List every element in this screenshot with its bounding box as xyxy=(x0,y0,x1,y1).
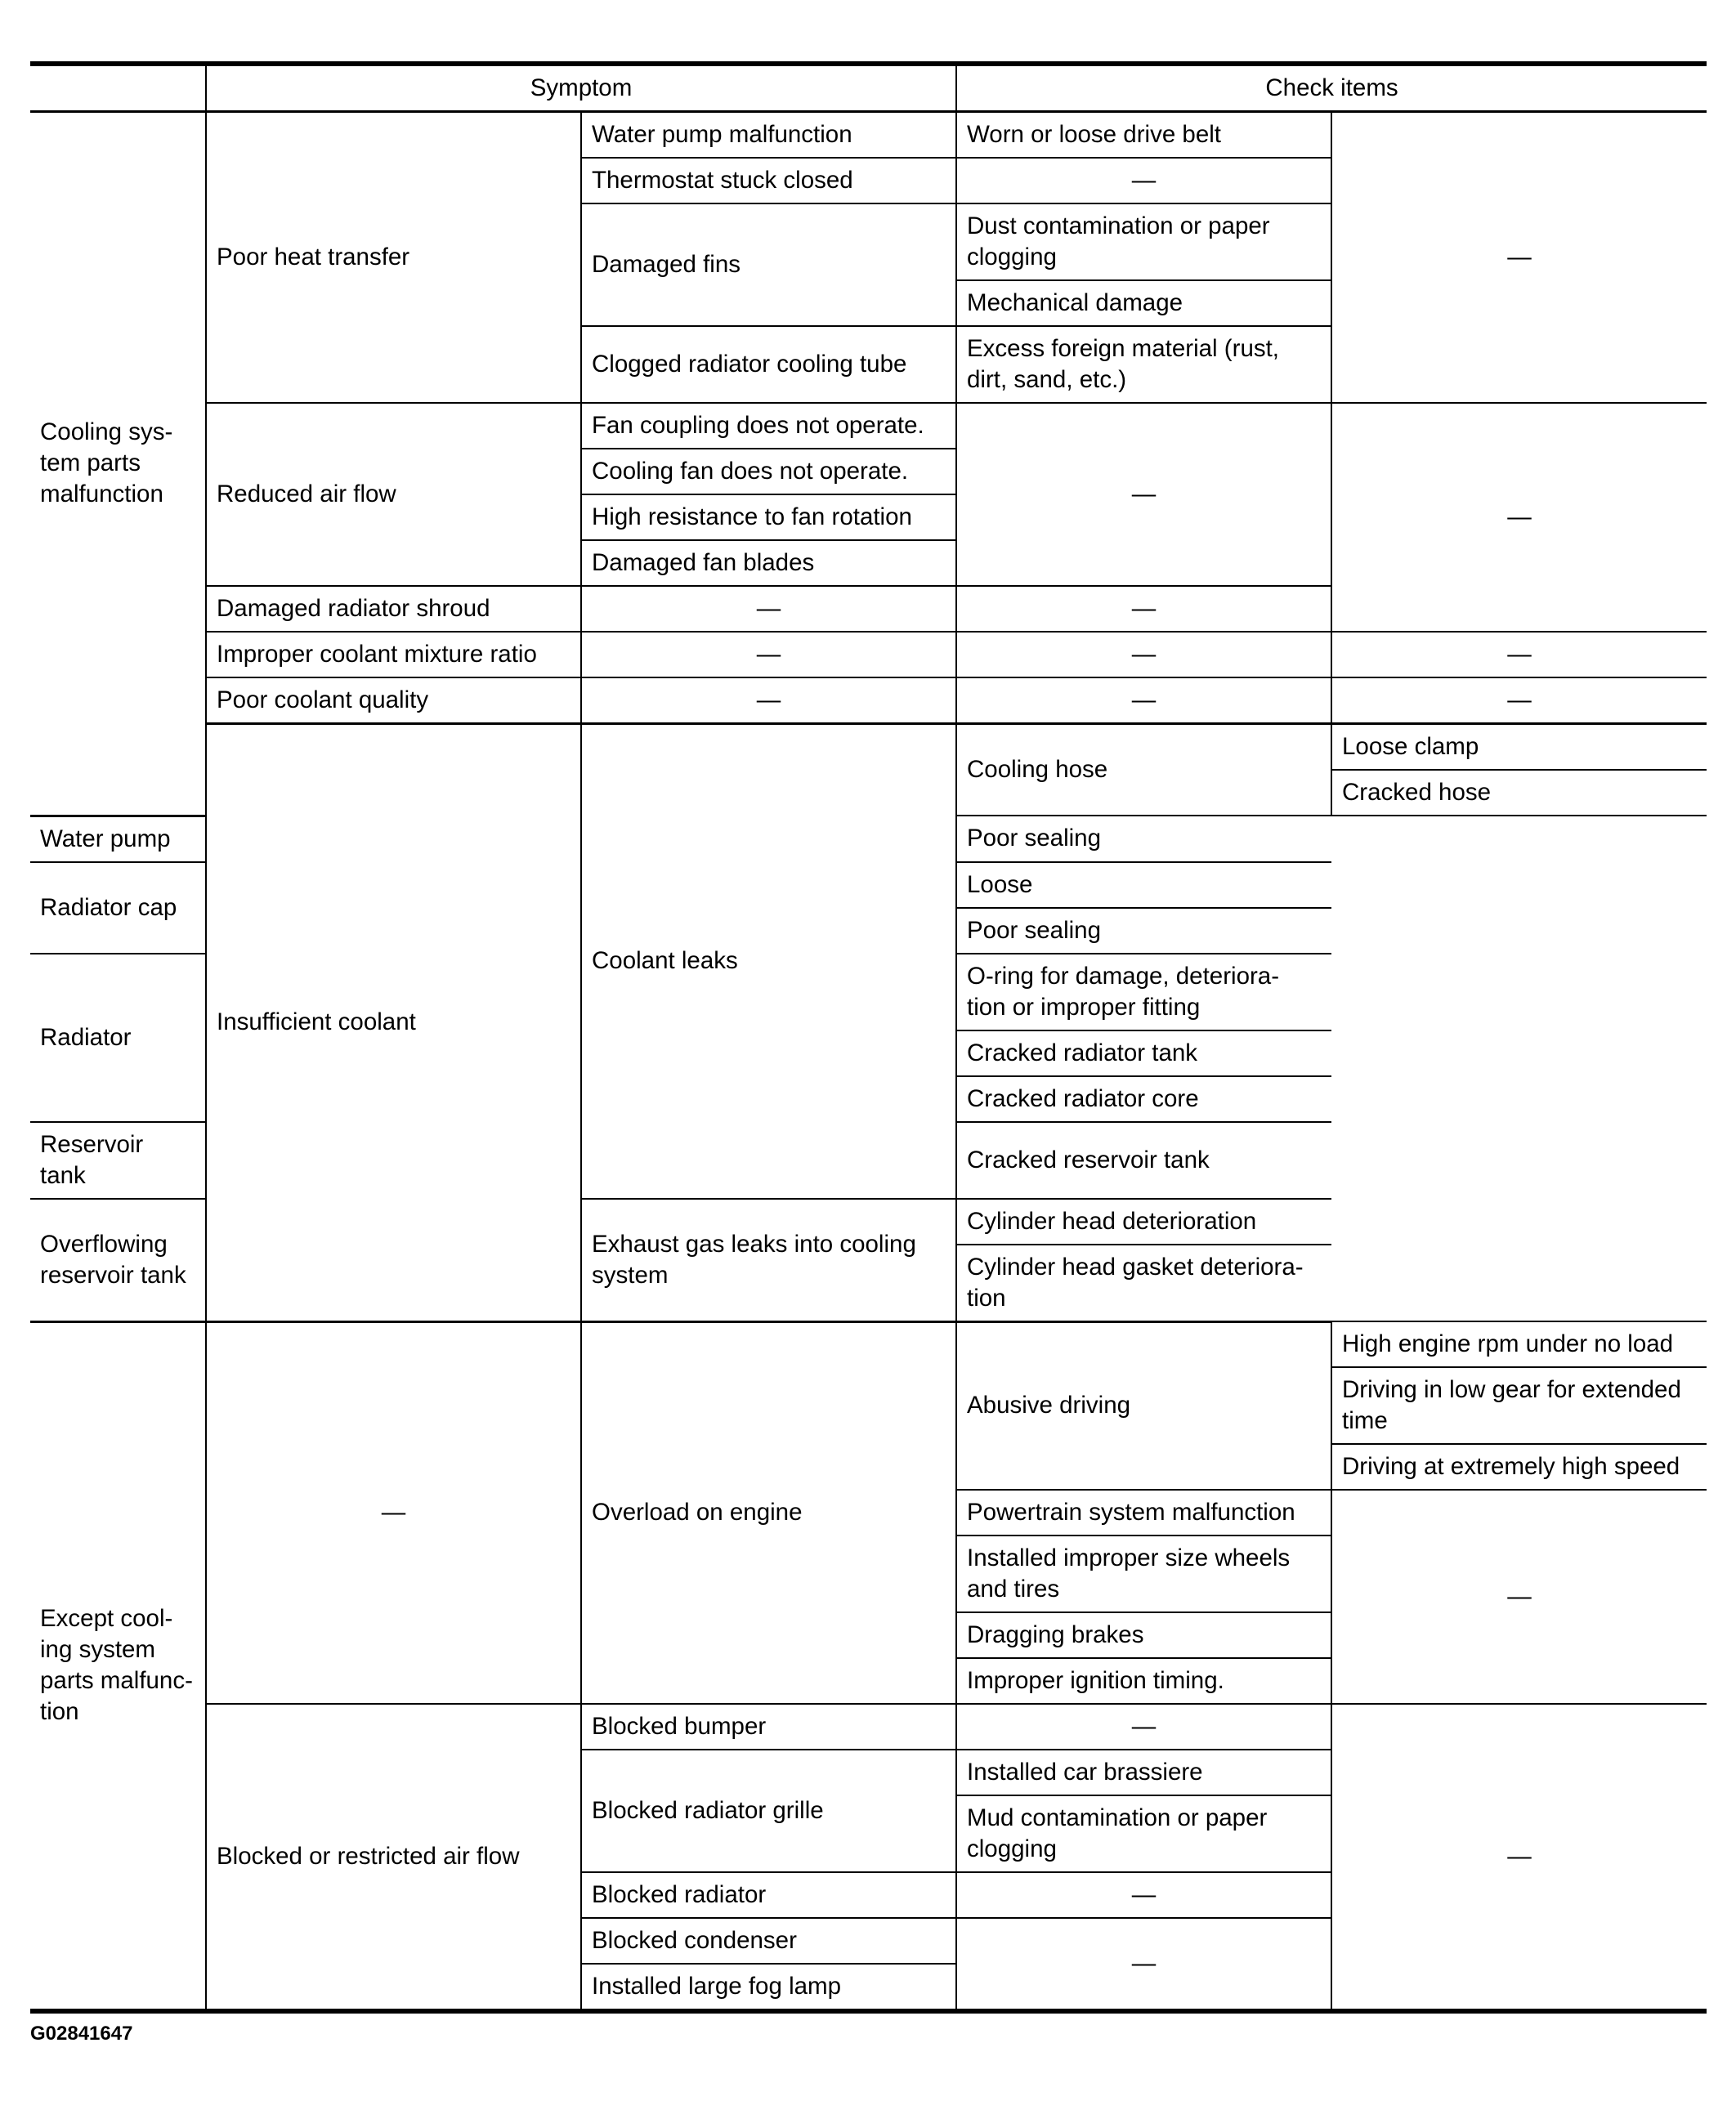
cell-dash: — xyxy=(581,677,956,724)
cell-blocked-condenser: Blocked condenser xyxy=(581,1918,956,1964)
table-row xyxy=(30,632,1707,677)
cell-dragging-brakes: Dragging brakes xyxy=(956,1612,1331,1658)
cell-high-rpm: High engine rpm under no load xyxy=(1331,1321,1707,1367)
table-row xyxy=(30,403,1707,449)
cell-powertrain: Powertrain system malfunction xyxy=(956,1490,1331,1536)
cell-coolant-leaks: Coolant leaks xyxy=(581,724,956,1199)
cell-clogged-tube: Clogged radiator cooling tube xyxy=(581,326,956,403)
cell-worn-drive-belt: Worn or loose drive belt xyxy=(956,112,1331,159)
cell-dash: — xyxy=(956,677,1331,724)
cell-dash: — xyxy=(206,1321,581,1704)
cell-damaged-blades: Damaged fan blades xyxy=(581,540,956,586)
cell-overflowing: Overflowing reservoir tank xyxy=(30,1199,206,1322)
cell-low-gear: Driving in low gear for extended time xyxy=(1331,1367,1707,1444)
cell-improper-mixture: Improper coolant mixture ratio xyxy=(206,632,581,677)
header-check-items: Check items xyxy=(956,64,1707,112)
cell-dash: — xyxy=(581,586,956,632)
cell-dash: — xyxy=(956,1704,1331,1750)
cell-dash: — xyxy=(1331,632,1707,677)
cell-radiator-cap: Radiator cap xyxy=(30,862,206,954)
cell-cracked-core: Cracked radiator core xyxy=(956,1076,1331,1122)
cell-poor-heat-transfer: Poor heat transfer xyxy=(206,112,581,404)
cell-reservoir-tank: Reservoir tank xyxy=(30,1122,206,1199)
table-row xyxy=(30,677,1707,724)
cell-dash: — xyxy=(581,632,956,677)
table-row xyxy=(30,112,1707,159)
cell-blocked-restricted: Blocked or restricted air flow xyxy=(206,1704,581,2011)
cell-dash: — xyxy=(956,403,1331,586)
troubleshooting-table xyxy=(30,61,1707,2014)
category-except-cooling: Except cool- ing system parts malfunc- tion xyxy=(30,1321,206,2011)
cell-poor-quality: Poor coolant quality xyxy=(206,677,581,724)
figure-id: G02841647 xyxy=(30,2023,133,2045)
cell-oring: O-ring for damage, deteriora- tion or improper fitting xyxy=(956,954,1331,1030)
cell-water-pump: Water pump xyxy=(30,816,206,862)
cell-insufficient-coolant: Insufficient coolant xyxy=(206,724,581,1322)
header-row xyxy=(30,64,1707,112)
cell-fan-coupling: Fan coupling does not operate. xyxy=(581,403,956,449)
header-symptom: Symptom xyxy=(206,64,956,112)
cell-loose-clamp: Loose clamp xyxy=(1331,724,1707,771)
cell-radiator: Radiator xyxy=(30,954,206,1122)
cell-damaged-shroud: Damaged radiator shroud xyxy=(206,586,581,632)
cell-dash: — xyxy=(1331,1704,1707,2011)
cell-overload: Overload on engine xyxy=(581,1321,956,1704)
cell-head-deterioration: Cylinder head deterioration xyxy=(956,1199,1331,1245)
cell-gasket-deterioration: Cylinder head gasket deteriora- tion xyxy=(956,1245,1331,1322)
table-row xyxy=(30,724,1707,771)
cell-car-brassiere: Installed car brassiere xyxy=(956,1750,1331,1795)
cell-high-resistance: High resistance to fan rotation xyxy=(581,494,956,540)
cell-poor-sealing: Poor sealing xyxy=(956,816,1331,862)
cell-poor-sealing: Poor sealing xyxy=(956,908,1331,954)
cell-dash: — xyxy=(956,158,1331,203)
cell-dash: — xyxy=(956,1872,1331,1918)
cell-blocked-radiator: Blocked radiator xyxy=(581,1872,956,1918)
cell-damaged-fins: Damaged fins xyxy=(581,203,956,326)
cell-dash: — xyxy=(956,586,1331,632)
cell-mud-contamination: Mud contamination or paper clogging xyxy=(956,1795,1331,1872)
cell-ignition-timing: Improper ignition timing. xyxy=(956,1658,1331,1704)
header-blank-cell xyxy=(30,64,206,112)
cell-cracked-reservoir: Cracked reservoir tank xyxy=(956,1122,1331,1199)
cell-dash: — xyxy=(1331,677,1707,724)
cell-blocked-grille: Blocked radiator grille xyxy=(581,1750,956,1872)
cell-cooling-fan: Cooling fan does not operate. xyxy=(581,449,956,494)
cell-fog-lamp: Installed large fog lamp xyxy=(581,1964,956,2011)
cell-cooling-hose: Cooling hose xyxy=(956,724,1331,816)
cell-reduced-air-flow: Reduced air flow xyxy=(206,403,581,586)
cell-loose: Loose xyxy=(956,862,1331,908)
category-cooling-system: Cooling sys- tem parts malfunction xyxy=(30,112,206,816)
table-row xyxy=(30,1704,1707,1750)
cell-exhaust-leaks: Exhaust gas leaks into cooling system xyxy=(581,1199,956,1322)
cell-abusive-driving: Abusive driving xyxy=(956,1321,1331,1490)
cell-high-speed: Driving at extremely high speed xyxy=(1331,1444,1707,1490)
cell-cracked-tank: Cracked radiator tank xyxy=(956,1030,1331,1076)
cell-dash: — xyxy=(956,1918,1331,2011)
cell-dust-contamination: Dust contamination or paper clogging xyxy=(956,203,1331,280)
cell-dash: — xyxy=(1331,1490,1707,1704)
cell-thermostat-stuck: Thermostat stuck closed xyxy=(581,158,956,203)
cell-mechanical-damage: Mechanical damage xyxy=(956,280,1331,326)
table-row xyxy=(30,1321,1707,1367)
cell-dash: — xyxy=(1331,112,1707,404)
cell-blocked-bumper: Blocked bumper xyxy=(581,1704,956,1750)
cell-cracked-hose: Cracked hose xyxy=(1331,770,1707,816)
cell-dash: — xyxy=(1331,403,1707,632)
cell-dash: — xyxy=(956,632,1331,677)
cell-water-pump-malfunction: Water pump malfunction xyxy=(581,112,956,159)
cell-wheels-tires: Installed improper size wheels and tires xyxy=(956,1536,1331,1612)
cell-excess-foreign: Excess foreign material (rust, dirt, sand, etc.) xyxy=(956,326,1331,403)
